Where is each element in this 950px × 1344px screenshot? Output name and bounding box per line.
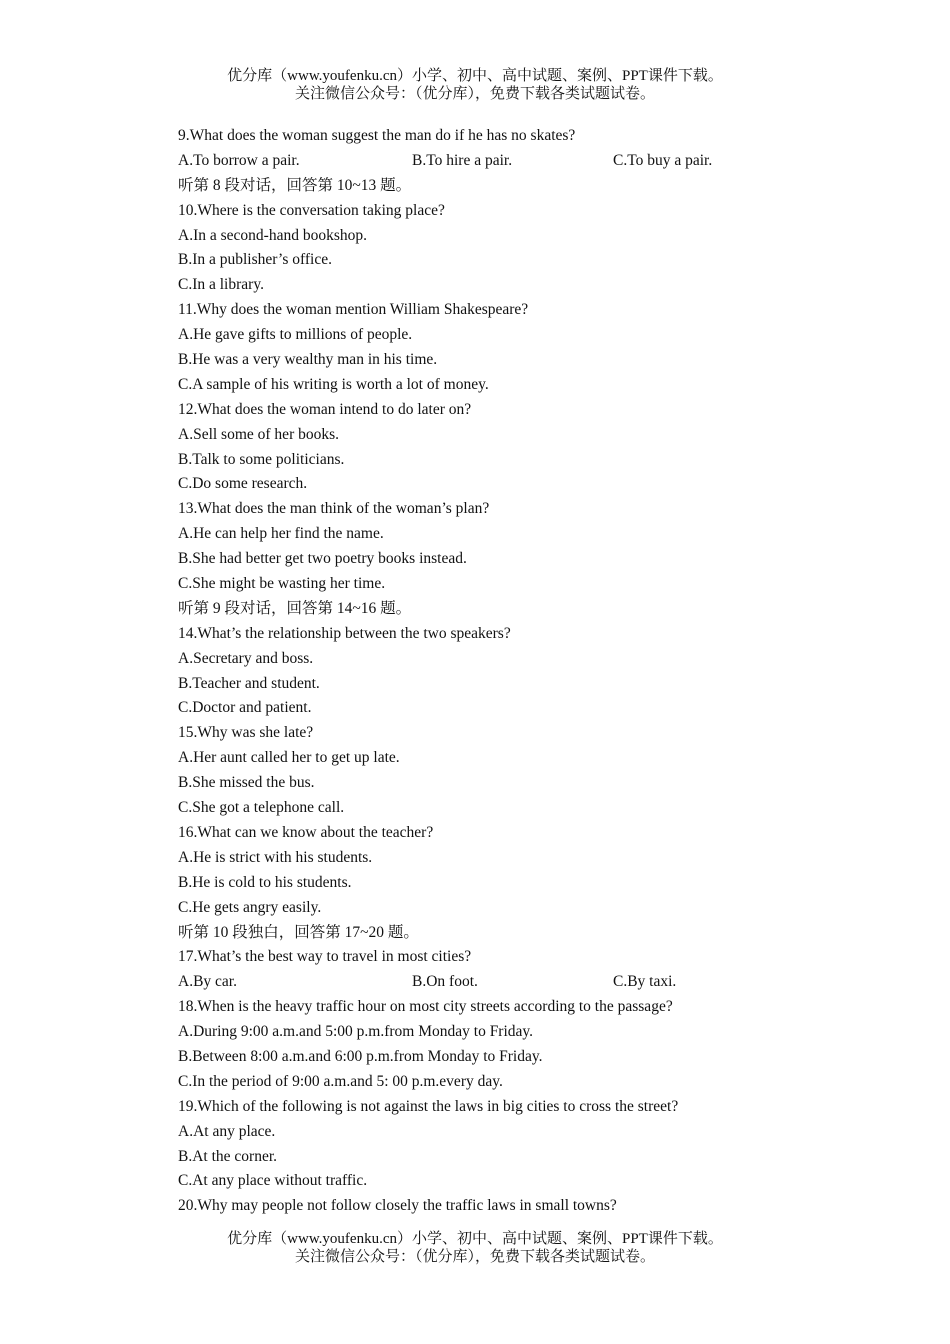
answer-option: B.Talk to some politicians. <box>178 450 345 468</box>
answer-option: A.In a second-hand bookshop. <box>178 226 367 244</box>
question-text: 16.What can we know about the teacher? <box>178 823 434 841</box>
header-line-1: 优分库（www.youfenku.cn）小学、初中、高中试题、案例、PPT课件下载。 <box>227 68 723 84</box>
answer-option: A.Sell some of her books. <box>178 425 340 443</box>
page-footer <box>0 1230 950 1266</box>
footer-line-1: 优分库（www.youfenku.cn）小学、初中、高中试题、案例、PPT课件下载。 <box>227 1231 723 1247</box>
question-text: 14.What’s the relationship between the two speakers? <box>178 624 511 642</box>
section-instruction: 听第 8 段对话，回答第 10~13 题。 <box>178 176 412 194</box>
answer-option: B.He is cold to his students. <box>178 873 352 891</box>
section-instruction: 听第 10 段独白，回答第 17~20 题。 <box>178 923 419 941</box>
option-c: C.To buy a pair. <box>613 151 713 169</box>
question-text: 20.Why may people not follow closely the traffic laws in small towns? <box>178 1197 617 1215</box>
answer-option: A.He is strict with his students. <box>178 848 373 866</box>
exam-content <box>178 124 798 1219</box>
answer-option: C.In a library. <box>178 276 264 294</box>
question-text: 10.Where is the conversation taking place? <box>178 201 445 219</box>
answer-option: A.Her aunt called her to get up late. <box>178 749 400 767</box>
question-text: 11.Why does the woman mention William Shakespeare? <box>178 301 529 319</box>
answer-option: C.She might be wasting her time. <box>178 575 386 593</box>
answer-option: A.He gave gifts to millions of people. <box>178 326 413 344</box>
answer-option: A.He can help her find the name. <box>178 525 384 543</box>
option-a: A.To borrow a pair. <box>178 151 300 169</box>
question-text: 19.Which of the following is not against the laws in big cities to cross the street? <box>178 1097 679 1115</box>
option-row <box>178 970 798 995</box>
section-instruction: 听第 9 段对话，回答第 14~16 题。 <box>178 599 412 617</box>
answer-option: C.He gets angry easily. <box>178 898 322 916</box>
option-b: B.On foot. <box>412 973 478 991</box>
question-text: 18.When is the heavy traffic hour on most city streets according to the passage? <box>178 998 673 1016</box>
answer-option: B.She missed the bus. <box>178 774 315 792</box>
question-text: 12.What does the woman intend to do later on? <box>178 400 472 418</box>
answer-option: B.She had better get two poetry books instead. <box>178 550 467 568</box>
question-text: 17.What’s the best way to travel in most cities? <box>178 948 472 966</box>
answer-option: B.Between 8:00 a.m.and 6:00 p.m.from Monday to Friday. <box>178 1047 543 1065</box>
answer-option: B.At the corner. <box>178 1147 278 1165</box>
answer-option: C.Doctor and patient. <box>178 699 312 717</box>
option-a: A.By car. <box>178 973 237 991</box>
question-text: 15.Why was she late? <box>178 724 314 742</box>
answer-option: C.In the period of 9:00 a.m.and 5: 00 p.m.every day. <box>178 1072 503 1090</box>
option-c: C.By taxi. <box>613 973 677 991</box>
answer-option: B.Teacher and student. <box>178 674 320 692</box>
page-header <box>0 67 950 103</box>
answer-option: C.At any place without traffic. <box>178 1172 368 1190</box>
option-b: B.To hire a pair. <box>412 151 513 169</box>
answer-option: C.A sample of his writing is worth a lot of money. <box>178 375 489 393</box>
answer-option: B.He was a very wealthy man in his time. <box>178 351 438 369</box>
answer-option: C.Do some research. <box>178 475 308 493</box>
question-text: 13.What does the man think of the woman’s plan? <box>178 500 490 518</box>
question-text: 9.What does the woman suggest the man do if he has no skates? <box>178 127 576 144</box>
answer-option: C.She got a telephone call. <box>178 799 345 817</box>
answer-option: A.At any place. <box>178 1122 276 1140</box>
answer-option: A.Secretary and boss. <box>178 649 314 667</box>
answer-option: B.In a publisher’s office. <box>178 251 332 269</box>
answer-option: A.During 9:00 a.m.and 5:00 p.m.from Monday to Friday. <box>178 1023 534 1041</box>
header-line-2: 关注微信公众号：（优分库），免费下载各类试题试卷。 <box>294 86 655 102</box>
footer-line-2: 关注微信公众号：（优分库），免费下载各类试题试卷。 <box>294 1249 655 1265</box>
option-row <box>178 149 798 174</box>
